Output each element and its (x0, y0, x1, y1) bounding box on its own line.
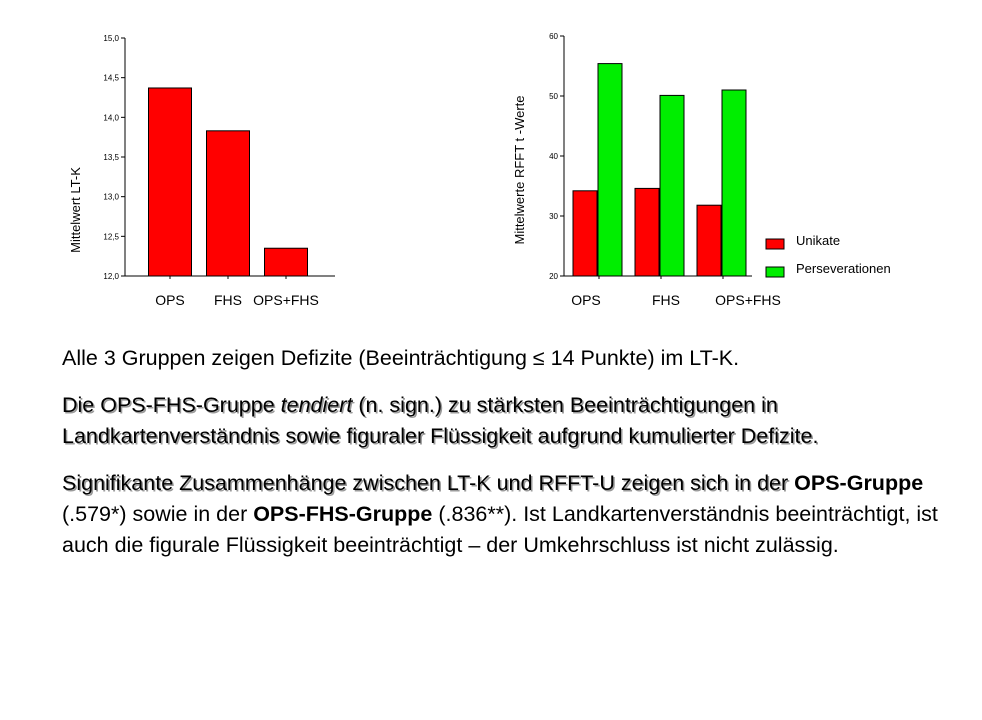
y-axis-label: Mittelwert LT-K (68, 167, 83, 253)
deficits-text: Alle 3 Gruppen zeigen Defizite (Beeinträchtigung ≤ 14 Punkte) im LT-K. (62, 346, 740, 370)
y-tick-label: 14,0 (103, 113, 119, 123)
trend-text-a: Die OPS-FHS-Gruppe (62, 393, 281, 417)
ops-fhs-group-label: OPS-FHS-Gruppe (253, 502, 433, 526)
trend-text-c: (n. sign.) zu stärksten Beeinträchtigungen in Landkartenverständnis sowie figuraler Flüssigkeit aufgrund kumulierter Defizite. (62, 393, 819, 448)
y-tick-label: 12,5 (103, 232, 119, 242)
y-tick-label: 12,0 (103, 272, 119, 281)
legend-label-unikate: Unikate (796, 233, 841, 248)
bar-perseverationen-fhs (660, 95, 684, 276)
y-tick-label: 50 (549, 92, 558, 101)
bar-ops (149, 88, 192, 276)
bar-unikate-fhs (635, 188, 659, 276)
legend-label-perseverationen: Perseverationen (796, 261, 891, 276)
lt-k-bar-chart (0, 0, 380, 320)
y-tick-label: 15,0 (103, 34, 119, 43)
trend-text-italic: tendiert (280, 393, 353, 417)
bar-fhs (207, 131, 250, 276)
x-tick-label: OPS (571, 292, 601, 308)
y-tick-label: 14,5 (103, 73, 119, 83)
correlation-text-a: Signifikante Zusammenhänge zwischen LT-K und RFFT-U zeigen sich in der (62, 471, 789, 495)
paragraph-ops-fhs-trend (62, 390, 967, 452)
x-tick-label: FHS (214, 292, 242, 308)
summary-text (62, 343, 967, 561)
bar-unikate-ops-fhs (697, 205, 721, 276)
bar-perseverationen-ops-fhs (722, 90, 746, 276)
correlation-text-d: (.579*) sowie in der (62, 502, 254, 526)
y-tick-label: 60 (549, 32, 558, 41)
correlation-text-f: (.836**). Ist Landkartenverständnis beeinträchtigt, ist auch die figurale Flüssigkeit beeinträchtigt – der Umkehrschluss ist nicht zulässig. (62, 502, 938, 557)
ops-group-label: OPS-Gruppe (794, 471, 924, 495)
y-tick-label: 13,5 (103, 153, 119, 162)
x-tick-label: FHS (652, 292, 680, 308)
y-tick-label: 30 (549, 212, 558, 221)
x-tick-label: OPS (155, 292, 185, 308)
bar-perseverationen-ops (598, 64, 622, 276)
y-tick-label: 40 (549, 152, 558, 161)
legend-swatch-perseverationen (766, 267, 784, 277)
y-axis-label: Mittelwerte RFFT t -Werte (512, 95, 527, 245)
x-tick-label: OPS+FHS (715, 292, 781, 308)
y-tick-label: 20 (549, 272, 558, 281)
paragraph-deficits (62, 343, 967, 374)
rfft-bar-chart (490, 0, 980, 320)
bar-unikate-ops (573, 191, 597, 276)
y-tick-label: 13,0 (103, 192, 119, 202)
paragraph-correlations (62, 468, 967, 561)
x-tick-label: OPS+FHS (253, 292, 319, 308)
legend-swatch-unikate (766, 239, 784, 249)
bar-ops-fhs (265, 248, 308, 276)
